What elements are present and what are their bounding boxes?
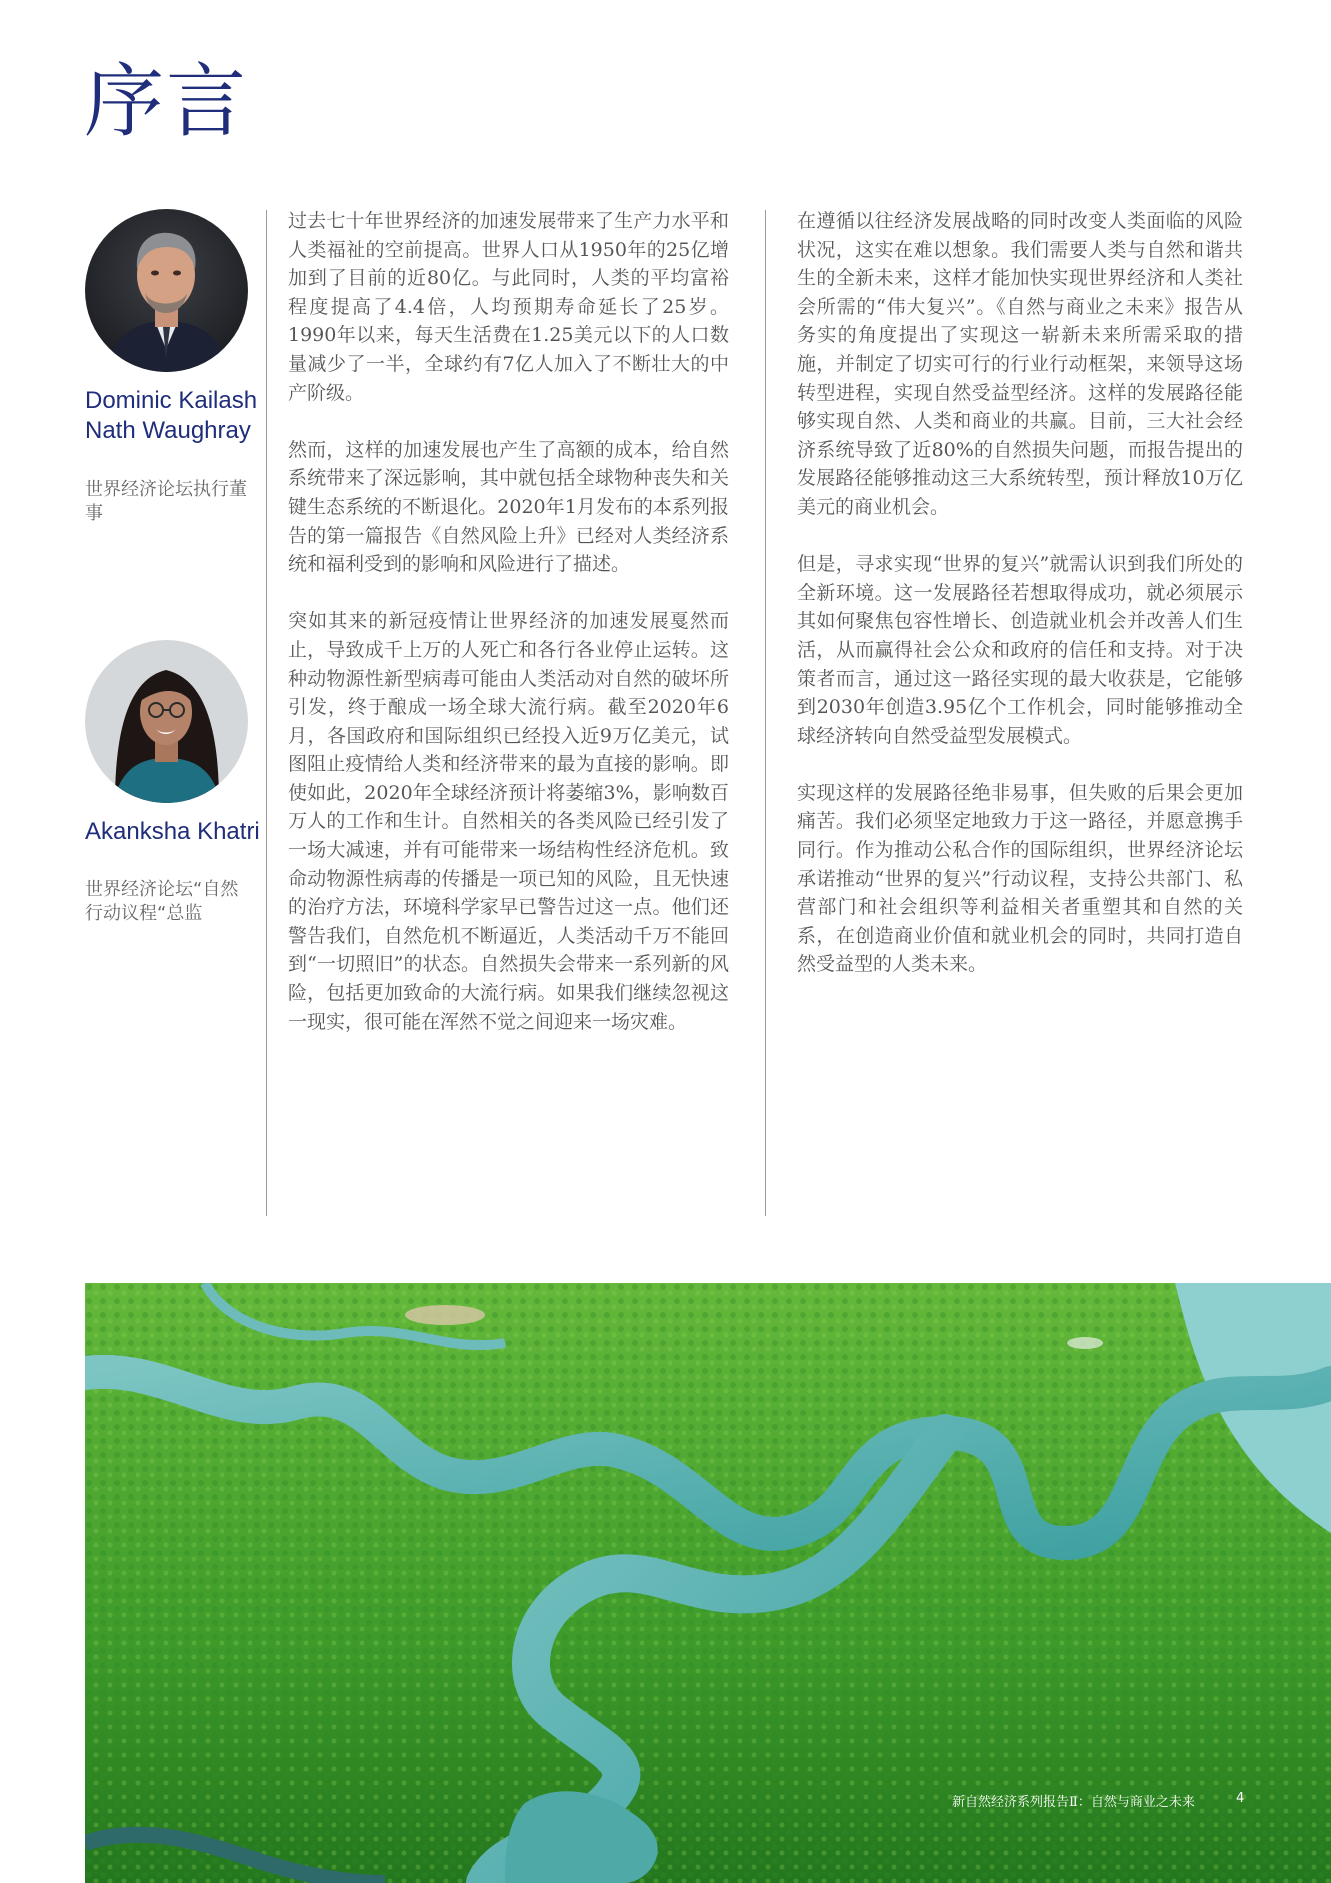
column-divider-left xyxy=(266,210,267,1216)
paragraph: 但是，寻求实现“世界的复兴”就需认识到我们所处的全新环境。这一发展路径若想取得成功，就必须展示其如何聚焦包容性增长、创造就业机会并改善人们生活，从而赢得社会公众和政府的信任和支持。对于决策者而言，通过这一路径实现的最大收获是，它能够到2030年创造3.95亿个工作机会，同时能够推动全球经济转向自然受益型发展模式。 xyxy=(797,553,1243,747)
paragraph: 实现这样的发展路径绝非易事，但失败的后果会更加痛苦。我们必须坚定地致力于这一路径，并愿意携手同行。作为推动公私合作的国际组织，世界经济论坛承诺推动“世界的复兴”行动议程，支持公共部门、私营部门和社会组织等利益相关者重塑其和自然的关系，在创造商业价值和就业机会的同时，共同打造自然受益型的人类未来。 xyxy=(797,781,1243,976)
author-name-dominic: Dominic Kailash Nath Waughray xyxy=(85,387,258,444)
column-divider-right xyxy=(765,210,766,1216)
man-portrait-icon xyxy=(85,209,248,372)
woman-portrait-icon xyxy=(85,640,248,803)
footer-caption: 新自然经济系列报告Ⅱ：自然与商业之未来 xyxy=(952,1795,1195,1810)
paragraph: 过去七十年世界经济的加速发展带来了生产力水平和人类福祉的空前提高。世界人口从1950年的25亿增加到了目前的近80亿。与此同时，人类的平均富裕程度提高了4.4倍，人均预期寿命延长了25岁。1990年以来，每天生活费在1.25美元以下的人口数量减少了一半，全球约有7亿人加入了不断壮大的中产阶级。 xyxy=(288,210,729,404)
text-column-left xyxy=(288,207,729,1065)
paragraph: 在遵循以往经济发展战略的同时改变人类面临的风险状况，这实在难以想象。我们需要人类与自然和谐共生的全新未来，这样才能加快实现世界经济和人类社会所需的“伟大复兴”。《自然与商业之未来》报告从务实的角度提出了实现这一崭新未来所需采取的措施，并制定了切实可行的行业行动框架，来领导这场转型进程，实现自然受益型经济。这样的发展路径能够实现自然、人类和商业的共赢。目前，三大社会经济系统导致了近80%的自然损失问题，而报告提出的发展路径能够推动这三大系统转型，预计释放10万亿美元的商业机会。 xyxy=(797,210,1243,518)
author-portrait-akanksha xyxy=(85,640,248,803)
paragraph: 然而，这样的加速发展也产生了高额的成本，给自然系统带来了深远影响，其中就包括全球物种丧失和关键生态系统的不断退化。2020年1月发布的本系列报告的第一篇报告《自然风险上升》已经对人类经济系统和福利受到的影响和风险进行了描述。 xyxy=(288,438,729,576)
author-role-akanksha: 世界经济论坛“自然行动议程“总监 xyxy=(85,879,239,924)
paragraph: 突如其来的新冠疫情让世界经济的加速发展戛然而止，导致成千上万的人死亡和各行各业停止运转。这种动物源性新型病毒可能由人类活动对自然的破坏所引发，终于酿成一场全球大流行病。截至2020年6月，各国政府和国际组织已经投入近9万亿美元，试图阻止疫情给人类和经济带来的最为直接的影响。即使如此，2020年全球经济预计将萎缩3%，影响数百万人的工作和生计。自然相关的各类风险已经引发了一场大减速，并有可能带来一场结构性经济危机。致命动物源性病毒的传播是一项已知的风险，且无快速的治疗方法，环境科学家早已警告过这一点。他们还警告我们，自然危机不断逼近，人类活动千万不能回到“一切照旧”的状态。自然损失会带来一系列新的风险，包括更加致命的大流行病。如果我们继续忽视这一现实，很可能在浑然不觉之间迎来一场灾难。 xyxy=(288,610,729,1033)
author-portrait-dominic xyxy=(85,209,248,372)
author-role-dominic: 世界经济论坛执行董事 xyxy=(85,479,247,524)
page-number: 4 xyxy=(1236,1791,1245,1806)
text-column-right xyxy=(797,207,1243,1008)
page-title: 序言 xyxy=(84,55,248,148)
author-name-akanksha: Akanksha Khatri xyxy=(85,818,260,845)
